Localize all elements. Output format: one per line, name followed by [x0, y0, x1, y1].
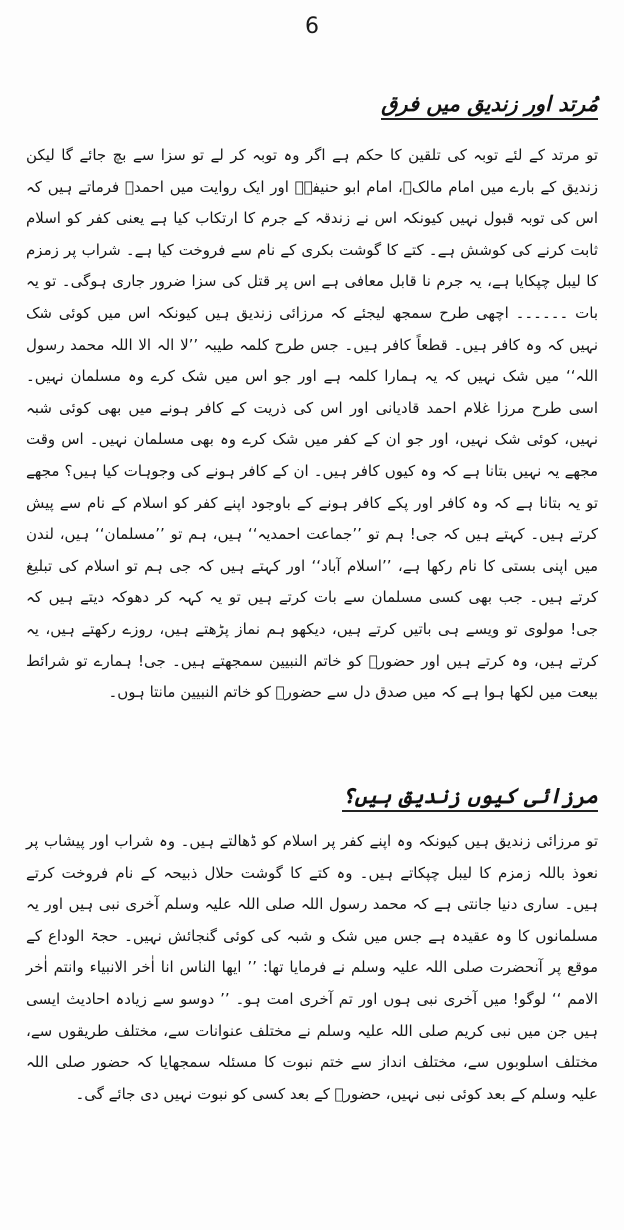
section-body-mirzai-zindeeq — [26, 826, 598, 1110]
paragraph: تو مرتد کے لئے توبہ کی تلقین کا حکم ہے اگر وہ توبہ کر لے تو سزا سے بچ جائے گا لیکن زندیق کے بارے میں امام مالکؒ، امام ابو حنیفہؒ اور ایک روایت میں احمدؒ فرماتے ہیں کہ اس کی توبہ قبول نہیں کیونکہ اس نے زندقہ کے جرم کا ارتکاب کیا ہے یعنی کفر کو اسلام ثابت کرنے کی کوشش ہے۔ کتے کا گوشت بکری کے نام سے فروخت کیا ہے۔ شراب پر زمزم کا لیبل چپکایا ہے، یہ جرم نا قابل معافی ہے اس پر قتل کی سزا ضرور جاری ہوگی۔ تو یہ بات ۔۔۔۔۔۔ اچھی طرح سمجھ لیجئے کہ مرزائی زندیق ہیں کیونکہ اس میں کوئی شک نہیں کہ وہ کافر ہیں۔ قطعاً کافر ہیں۔ جس طرح کلمہ طیبہ ’’لا الہ الا اللہ محمد رسول اللہ‘‘ میں شک نہیں کہ یہ ہمارا کلمہ ہے اور جو اس میں شک کرے وہ مسلمان نہیں۔ اسی طرح مرزا غلام احمد قادیانی اور اس کی ذریت کے کافر ہونے میں بھی کوئی شبہ نہیں، کوئی شک نہیں، اور جو ان کے کفر میں شک کرے وہ بھی مسلمان نہیں۔ اس وقت مجھے یہ نہیں بتانا ہے کہ وہ کیوں کافر ہیں۔ ان کے کافر ہونے کی وجوہات کیا ہیں؟ مجھے تو یہ بتانا ہے کہ وہ کافر اور پکے کافر ہونے کے باوجود اپنے کفر کو اسلام کے نام سے پیش کرتے ہیں۔ کہتے ہیں کہ جی! ہم تو ’’جماعت احمدیہ‘‘ ہیں، ہم تو ’’مسلمان‘‘ ہیں، لندن میں اپنی بستی کا نام رکھا ہے، ’’اسلام آباد‘‘ اور کہتے ہیں کہ جی ہم تو اسلام کی تبلیغ کرتے ہیں۔ جب بھی کسی مسلمان سے بات کرتے ہیں تو یہ کہہ کر دھوکہ دیتے ہیں کہ جی! مولوی تو ویسے ہی باتیں کرتے ہیں، دیکھو ہم نماز پڑھتے ہیں، روزے رکھتے ہیں، یہ کرتے ہیں، وہ کرتے ہیں اور حضورؐ کو خاتم النبیین سمجھتے ہیں۔ جی! ہمارے تو شرائط بیعت میں لکھا ہوا ہے کہ میں صدق دل سے حضورؐ کو خاتم النبیین مانتا ہوں۔ — [26, 146, 598, 702]
section-body-murtad-zindeeq — [26, 140, 598, 709]
page-number: 6 — [305, 14, 319, 39]
section-heading-murtad-zindeeq: مُرتد اور زندیق میں فرق — [381, 92, 598, 120]
paragraph: تو مرزائی زندیق ہیں کیونکہ وہ اپنے کفر پر اسلام کو ڈھالتے ہیں۔ وہ شراب اور پیشاب پر نعوذ باللہ زمزم کا لیبل چپکاتے ہیں۔ وہ کتے کا گوشت حلال ذبیحہ کے نام فروخت کرتے ہیں۔ ساری دنیا جانتی ہے کہ محمد رسول اللہ صلی اللہ علیہ وسلم آخری نبی ہیں اور یہ مسلمانوں کا وہ عقیدہ ہے جس میں شک و شبہ کی کوئی گنجائش نہیں۔ حجۃ الوداع کے موقع پر آنحضرت صلی اللہ علیہ وسلم نے فرمایا تھا: ’’ ایھا الناس انا اٰخر الانبیاء وانتم اٰخر الامم ‘‘ لوگو! میں آخری نبی ہوں اور تم آخری امت ہو۔ ’’ دوسو سے زیادہ احادیث ایسی ہیں جن میں نبی کریم صلی اللہ علیہ وسلم نے مختلف عنوانات سے، مختلف طریقوں سے، مختلف اسلوبوں سے، مختلف انداز سے ختم نبوت کا مسئلہ سمجھایا کہ حضور صلی اللہ علیہ وسلم کے بعد کوئی نبی نہیں، حضورؐ کے بعد کسی کو نبوت نہیں دی جائے گی۔ — [26, 832, 598, 1103]
section-heading-mirzai-zindeeq: مرزائی کیوں زندیق ہیں؟ — [342, 784, 598, 812]
